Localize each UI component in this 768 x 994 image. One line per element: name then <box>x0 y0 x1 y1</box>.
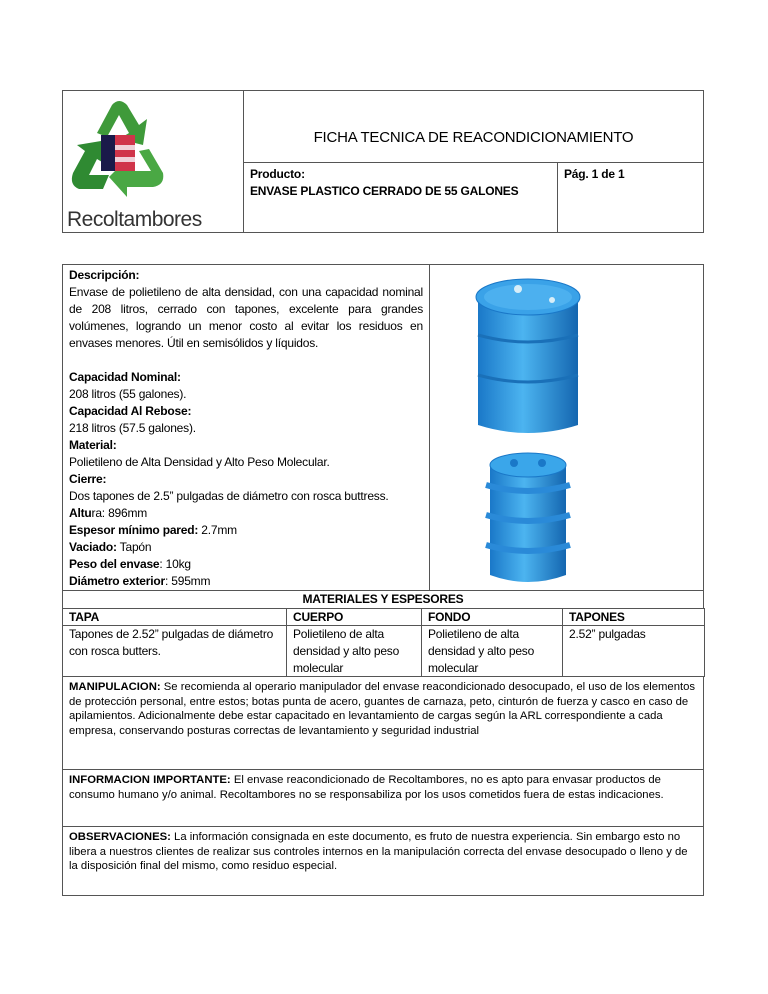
logo-text: Recoltambores <box>67 208 202 231</box>
page-number: Pág. 1 de 1 <box>557 162 704 233</box>
spec-value: Polietileno de Alta Densidad y Alto Peso Molecular. <box>69 455 330 469</box>
spec-item <box>69 539 423 556</box>
document-title: FICHA TECNICA DE REACONDICIONAMIENTO <box>313 129 634 146</box>
spec-value: : 595mm <box>164 574 211 588</box>
section-observaciones <box>62 826 704 896</box>
materials-column-header: CUERPO <box>286 608 422 626</box>
materials-title: MATERIALES Y ESPESORES <box>62 590 704 609</box>
barrel-image <box>470 275 590 585</box>
spec-label: Espesor mínimo pared: <box>69 523 199 537</box>
section-manipulacion <box>62 676 704 770</box>
spec-item <box>69 403 423 437</box>
spec-value: : 10kg <box>159 557 191 571</box>
spec-label: Material: <box>69 438 117 452</box>
spec-value: Tapón <box>116 540 152 554</box>
section-text: El envase reacondicionado de Recoltambores, no es apto para envasar productos de consumo humano y/o animal. Recoltambores no se responsabiliza por los usos cometidos fuera de estas indicaciones. <box>69 774 664 801</box>
spec-item <box>69 522 423 539</box>
product-label: Producto: <box>250 167 305 181</box>
spec-item <box>69 471 423 505</box>
spec-label: Capacidad Nominal: <box>69 370 181 384</box>
product-cell <box>243 162 558 233</box>
logo-cell <box>62 90 244 233</box>
spec-item <box>69 556 423 573</box>
materials-column-header: FONDO <box>421 608 563 626</box>
spec-label: Altu <box>69 506 92 520</box>
spec-label: Diámetro exterior <box>69 574 165 588</box>
section-text: La información consignada en este documento, es fruto de nuestra experiencia. Sin embargo esto no libera a nuestros clientes de realizar sus controles internos en la manipulación correcta del envase desocupado o lleno y de la disposición final del mismo, como residuo especial. <box>69 831 688 873</box>
materials-cell: Polietileno de alta densidad y alto peso molecular <box>286 625 422 677</box>
spec-label: Vaciado: <box>69 540 117 554</box>
title-cell <box>243 90 704 163</box>
product-image-cell <box>429 264 704 591</box>
section-informacion-importante <box>62 769 704 827</box>
spec-value: Dos tapones de 2.5” pulgadas de diámetro con rosca buttress. <box>69 489 389 503</box>
materials-column-header: TAPA <box>62 608 287 626</box>
spec-value: 218 litros (57.5 galones). <box>69 421 196 435</box>
spec-value: ra: 896mm <box>91 506 148 520</box>
recycle-logo-icon <box>67 93 171 197</box>
description-label: Descripción: <box>69 268 140 282</box>
spec-label: Capacidad Al Rebose: <box>69 404 192 418</box>
spec-item <box>69 505 423 522</box>
product-name: ENVASE PLASTICO CERRADO DE 55 GALONES <box>250 184 519 198</box>
spec-label: Peso del envase <box>69 557 160 571</box>
section-label: MANIPULACION: <box>69 681 161 693</box>
spec-label: Cierre: <box>69 472 107 486</box>
spec-item <box>69 369 423 403</box>
spec-item <box>69 573 423 590</box>
section-text: Se recomienda al operario manipulador del envase reacondicionado desocupado, el uso de los elementos de protección personal, entre estos; botas punta de acero, guantes de carnaza, peto, cinturón de fuerza y casco en caso de apilamientos. Adicionalmente debe estar capacitado en levantamiento de cargas según la ARL correspondiente a cada empresa, conservando posturas correctas de levantamiento y seguridad industrial <box>69 681 696 737</box>
materials-cell: 2.52” pulgadas <box>562 625 705 677</box>
description-cell <box>62 264 430 591</box>
spec-value: 2.7mm <box>198 523 237 537</box>
materials-cell: Tapones de 2.52” pulgadas de diámetro con rosca butters. <box>62 625 287 677</box>
materials-column-header: TAPONES <box>562 608 705 626</box>
materials-cell: Polietileno de alta densidad y alto peso molecular <box>421 625 563 677</box>
section-label: OBSERVACIONES: <box>69 831 171 843</box>
spec-value: 208 litros (55 galones). <box>69 387 187 401</box>
section-label: INFORMACION IMPORTANTE: <box>69 774 231 786</box>
spec-item <box>69 437 423 471</box>
description-text: Envase de polietileno de alta densidad, con una capacidad nominal de 208 litros, cerrado con tapones, excelente para grandes volúmenes, logrando un menor costo al evitar los residuos en envases menores. Útil en semisólidos y líquidos. <box>69 285 423 350</box>
